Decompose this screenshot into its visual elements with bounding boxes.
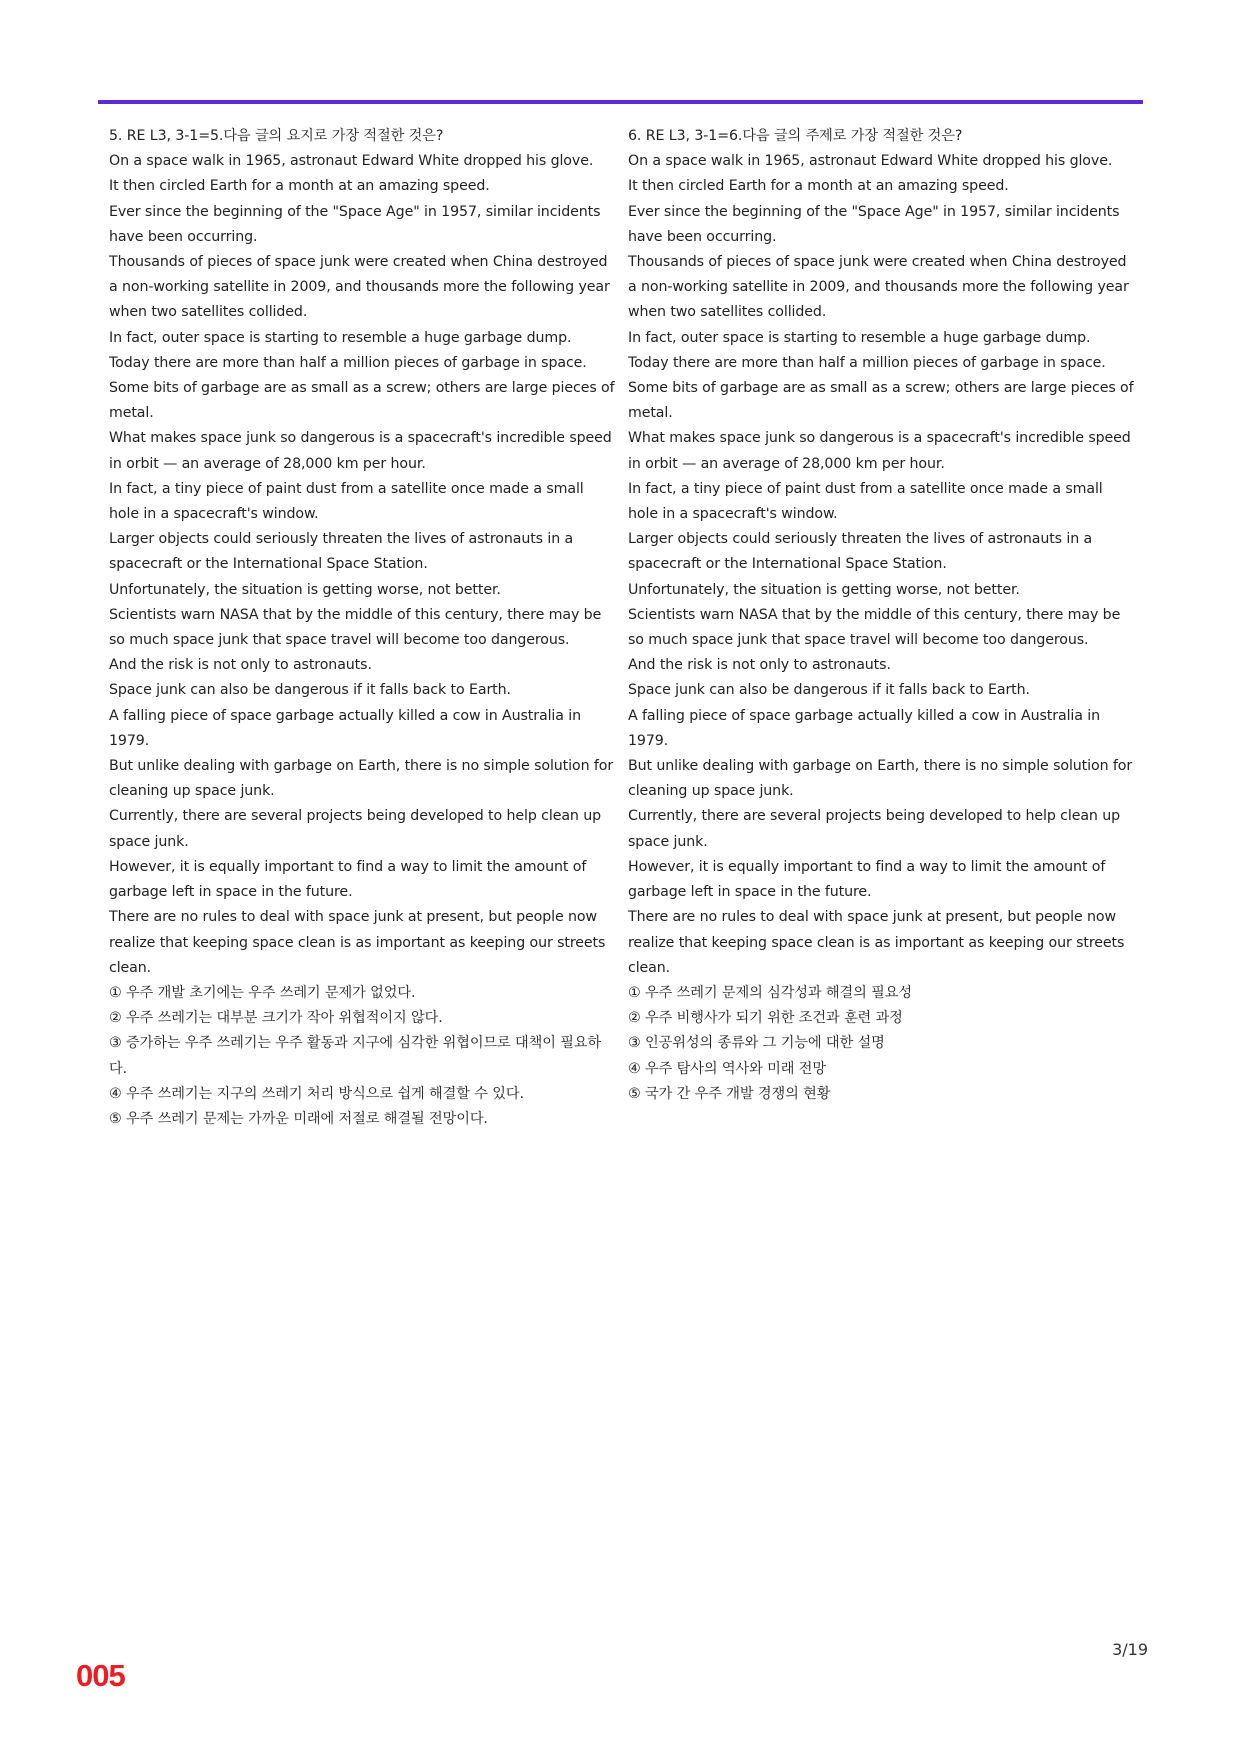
passage-sentence: Currently, there are several projects being developed to help clean up space junk. xyxy=(628,808,1121,850)
passage-sentence: However, it is equally important to find a way to limit the amount of garbage left in space in the future. xyxy=(109,858,587,901)
passage-sentence: What makes space junk so dangerous is a spacecraft's incredible speed in orbit — an average of 28,000 km per hour. xyxy=(109,430,612,472)
passage-sentence: There are no rules to deal with space junk at present, but people now realize that keeping space clean is as important as keeping our streets clean. xyxy=(628,909,1125,976)
passage-sentence: Some bits of garbage are as small as a screw; others are large pieces of metal. xyxy=(109,380,615,422)
passage-sentence: And the risk is not only to astronauts. xyxy=(109,657,372,674)
choice-1[interactable]: ① 우주 개발 초기에는 우주 쓰레기 문제가 없었다. xyxy=(109,984,416,1001)
passage-sentence: And the risk is not only to astronauts. xyxy=(628,657,891,674)
passage-sentence: Some bits of garbage are as small as a screw; others are large pieces of metal. xyxy=(628,380,1134,422)
choice-4[interactable]: ④ 우주 쓰레기는 지구의 쓰레기 처리 방식으로 쉽게 해결할 수 있다. xyxy=(109,1085,524,1102)
passage-sentence: It then circled Earth for a month at an amazing speed. xyxy=(109,178,490,195)
question-5 xyxy=(109,124,615,1132)
passage-sentence: Ever since the beginning of the "Space Age" in 1957, similar incidents have been occurring. xyxy=(109,203,601,245)
passage-sentence: Larger objects could seriously threaten the lives of astronauts in a spacecraft or the International Space Station. xyxy=(109,531,574,573)
passage-sentence: Scientists warn NASA that by the middle of this century, there may be so much space junk that space travel will become too dangerous. xyxy=(109,606,602,649)
passage-sentence: Thousands of pieces of space junk were created when China destroyed a non-working satellite in 2009, and thousands more the following year when two satellites collided. xyxy=(628,254,1129,321)
passage-sentence: Today there are more than half a million pieces of garbage in space. xyxy=(109,354,587,371)
brand-logo: 005 xyxy=(76,1658,125,1693)
passage-sentence: Larger objects could seriously threaten the lives of astronauts in a spacecraft or the International Space Station. xyxy=(628,531,1093,573)
passage-sentence: In fact, a tiny piece of paint dust from a satellite once made a small hole in a spacecraft's window. xyxy=(628,480,1103,523)
passage-sentence: What makes space junk so dangerous is a spacecraft's incredible speed in orbit — an average of 28,000 km per hour. xyxy=(628,430,1131,472)
passage-sentence: Space junk can also be dangerous if it falls back to Earth. xyxy=(109,682,511,699)
passage-sentence: In fact, outer space is starting to resemble a huge garbage dump. xyxy=(628,329,1091,346)
choice-3[interactable]: ③ 인공위성의 종류와 그 기능에 대한 설명 xyxy=(628,1035,885,1052)
passage-sentence: Unfortunately, the situation is getting worse, not better. xyxy=(628,581,1020,598)
answer-choices xyxy=(628,981,1134,1107)
passage-sentence: Unfortunately, the situation is getting worse, not better. xyxy=(109,581,501,598)
passage-sentence: It then circled Earth for a month at an amazing speed. xyxy=(628,178,1009,195)
choice-5[interactable]: ⑤ 우주 쓰레기 문제는 가까운 미래에 저절로 해결될 전망이다. xyxy=(109,1110,488,1127)
passage-sentence: There are no rules to deal with space junk at present, but people now realize that keeping space clean is as important as keeping our streets clean. xyxy=(109,909,606,976)
passage-sentence: But unlike dealing with garbage on Earth, there is no simple solution for cleaning up space junk. xyxy=(109,758,614,800)
choice-5[interactable]: ⑤ 국가 간 우주 개발 경쟁의 현황 xyxy=(628,1085,831,1102)
passage xyxy=(628,149,1134,981)
question-6 xyxy=(628,124,1134,1107)
passage-sentence: But unlike dealing with garbage on Earth, there is no simple solution for cleaning up space junk. xyxy=(628,758,1133,800)
passage-sentence: In fact, outer space is starting to resemble a huge garbage dump. xyxy=(109,329,572,346)
passage-sentence: On a space walk in 1965, astronaut Edward White dropped his glove. xyxy=(628,153,1113,170)
choice-2[interactable]: ② 우주 쓰레기는 대부분 크기가 작아 위협적이지 않다. xyxy=(109,1010,443,1027)
passage-sentence: A falling piece of space garbage actually killed a cow in Australia in 1979. xyxy=(628,707,1101,749)
question-header: 6. RE L3, 3-1=6.다음 글의 주제로 가장 적절한 것은? xyxy=(628,128,963,144)
choice-2[interactable]: ② 우주 비행사가 되기 위한 조건과 훈련 과정 xyxy=(628,1010,903,1027)
page-number: 3/19 xyxy=(1112,1640,1148,1659)
passage-sentence: Ever since the beginning of the "Space Age" in 1957, similar incidents have been occurring. xyxy=(628,203,1120,245)
header-divider xyxy=(98,100,1143,104)
passage-sentence: Today there are more than half a million pieces of garbage in space. xyxy=(628,354,1106,371)
choice-3[interactable]: ③ 증가하는 우주 쓰레기는 우주 활동과 지구에 심각한 위협이므로 대책이 필요하다. xyxy=(109,1035,602,1077)
passage-sentence: In fact, a tiny piece of paint dust from a satellite once made a small hole in a spacecraft's window. xyxy=(109,480,584,523)
passage-sentence: A falling piece of space garbage actually killed a cow in Australia in 1979. xyxy=(109,707,582,749)
passage-sentence: Scientists warn NASA that by the middle of this century, there may be so much space junk that space travel will become too dangerous. xyxy=(628,606,1121,649)
passage-sentence: Space junk can also be dangerous if it falls back to Earth. xyxy=(628,682,1030,699)
question-header: 5. RE L3, 3-1=5.다음 글의 요지로 가장 적절한 것은? xyxy=(109,128,444,144)
answer-choices xyxy=(109,981,615,1132)
choice-1[interactable]: ① 우주 쓰레기 문제의 심각성과 해결의 필요성 xyxy=(628,984,912,1001)
choice-4[interactable]: ④ 우주 탐사의 역사와 미래 전망 xyxy=(628,1060,826,1077)
passage-sentence: Thousands of pieces of space junk were created when China destroyed a non-working satellite in 2009, and thousands more the following year when two satellites collided. xyxy=(109,254,610,321)
passage xyxy=(109,149,615,981)
passage-sentence: On a space walk in 1965, astronaut Edward White dropped his glove. xyxy=(109,153,594,170)
passage-sentence: However, it is equally important to find a way to limit the amount of garbage left in space in the future. xyxy=(628,858,1106,901)
passage-sentence: Currently, there are several projects being developed to help clean up space junk. xyxy=(109,808,602,850)
